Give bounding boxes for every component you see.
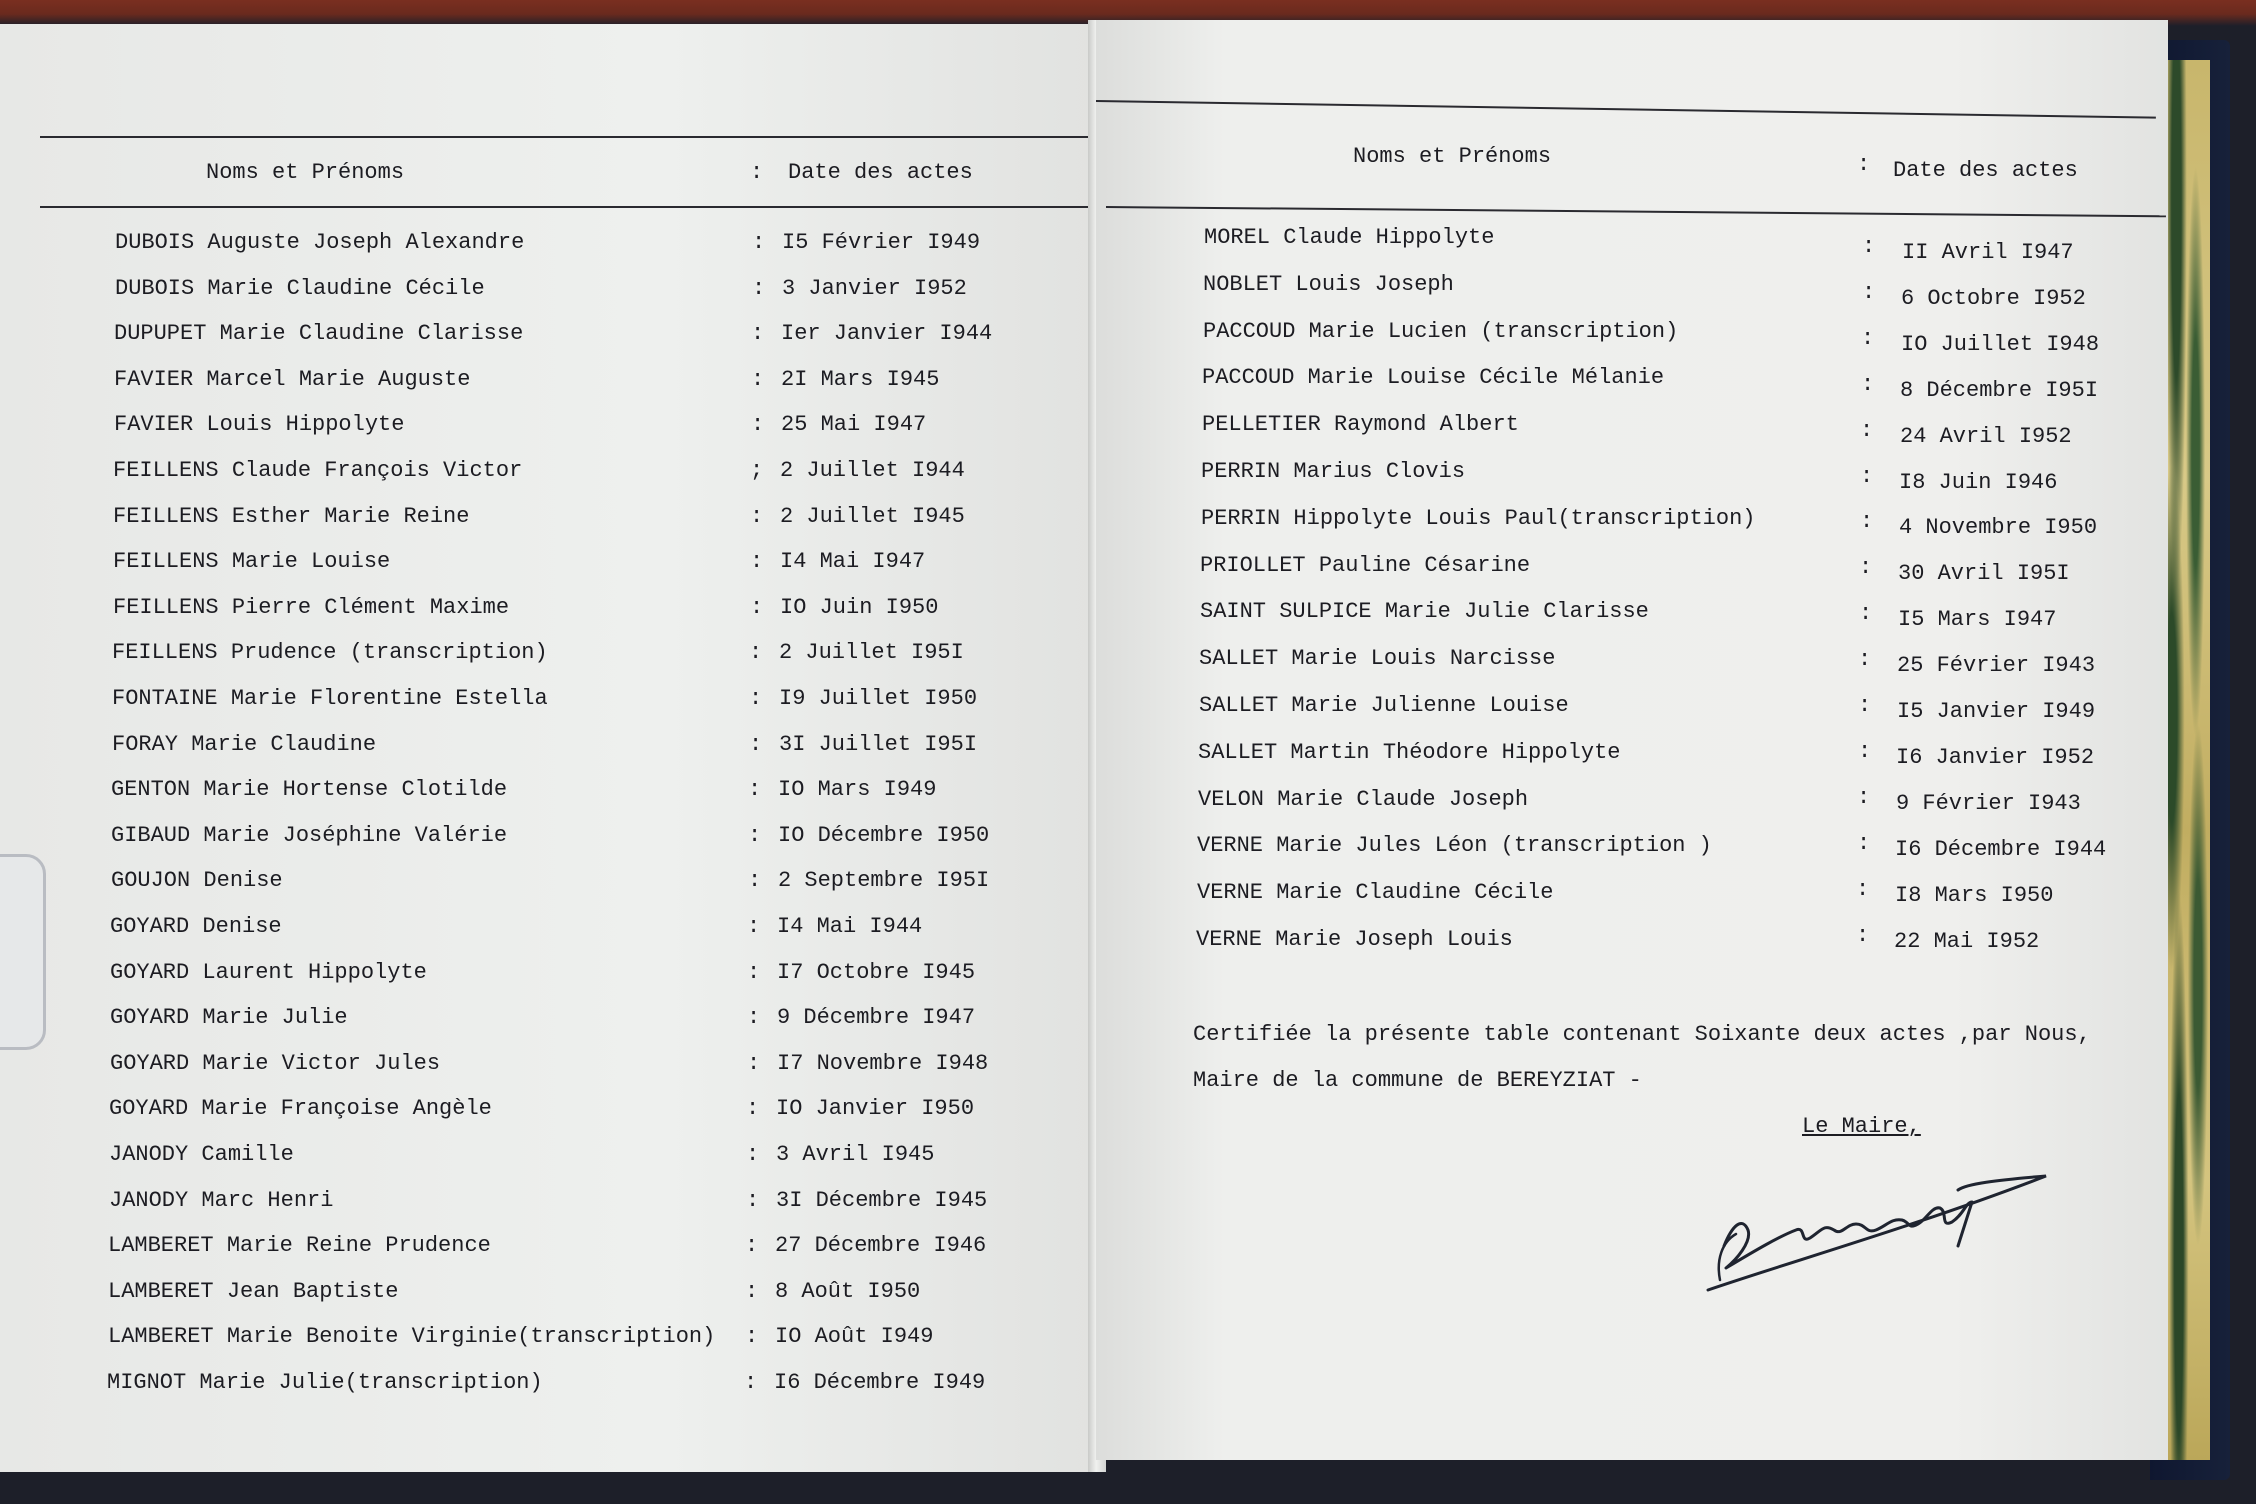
table-row: [0, 1142, 1090, 1172]
table-row: [0, 1279, 1090, 1309]
entry-date: II Avril I947: [1902, 240, 2074, 265]
header-top-rule: [1096, 100, 2156, 119]
entry-colon: :: [748, 777, 762, 803]
entry-colon: :: [745, 1324, 759, 1350]
handwritten-signature-icon: [1696, 1150, 2066, 1300]
entry-name: JANODY Marc Henri: [109, 1187, 334, 1213]
entry-name: FORAY Marie Claudine: [112, 731, 377, 757]
entry-name: VELON Marie Claude Joseph: [1198, 786, 1529, 812]
entry-date: IO Décembre I950: [778, 822, 990, 848]
table-row: [0, 1324, 1090, 1354]
entry-colon: :: [751, 412, 765, 438]
names-header: Noms et Prénoms: [1353, 144, 1552, 169]
entry-colon: :: [1856, 922, 1870, 948]
entry-colon: :: [1860, 509, 1874, 535]
table-row: [0, 823, 1090, 853]
entry-date: 9 Février I943: [1896, 790, 2081, 816]
entry-name: MOREL Claude Hippolyte: [1204, 225, 1495, 250]
entry-name: GENTON Marie Hortense Clotilde: [111, 777, 508, 803]
entry-date: 2 Juillet I945: [780, 503, 965, 529]
entry-date: I4 Mai I944: [777, 914, 923, 939]
right-page: [1096, 20, 2168, 1460]
table-row: [0, 732, 1090, 762]
table-row: [0, 1051, 1090, 1081]
table-row: [0, 914, 1090, 944]
table-row: [0, 412, 1090, 442]
entry-colon: :: [1858, 647, 1872, 673]
entry-name: PRIOLLET Pauline Césarine: [1200, 552, 1531, 578]
entry-date: I5 Février I949: [782, 230, 981, 255]
entry-name: SALLET Martin Théodore Hippolyte: [1198, 739, 1621, 765]
entry-date: 8 Décembre I95I: [1900, 377, 2099, 403]
entry-name: PACCOUD Marie Louise Cécile Mélanie: [1202, 365, 1665, 391]
table-row: [0, 640, 1090, 670]
entry-colon: :: [746, 1142, 760, 1167]
header-colon: :: [750, 160, 764, 185]
entry-date: 2I Mars I945: [781, 366, 940, 392]
table-row: [0, 868, 1090, 898]
entry-name: DUPUPET Marie Claudine Clarisse: [114, 321, 524, 347]
entry-colon: :: [748, 868, 762, 894]
table-row: [0, 595, 1090, 625]
entry-date: 25 Mai I947: [781, 412, 927, 438]
entry-date: 4 Novembre I950: [1899, 515, 2098, 541]
entry-name: SALLET Marie Louis Narcisse: [1199, 646, 1556, 672]
entry-name: GOYARD Marie Françoise Angèle: [109, 1096, 492, 1122]
entry-date: IO Mars I949: [778, 777, 937, 803]
entry-date: 3 Avril I945: [776, 1142, 935, 1167]
entry-date: I7 Octobre I945: [777, 959, 976, 985]
entry-date: 2 Juillet I95I: [779, 640, 964, 666]
entry-name: DUBOIS Marie Claudine Cécile: [115, 275, 485, 301]
entry-name: GIBAUD Marie Joséphine Valérie: [111, 822, 508, 848]
table-row: [0, 1188, 1090, 1218]
entry-colon: :: [1862, 279, 1876, 305]
entry-colon: :: [752, 230, 766, 255]
entry-name: MIGNOT Marie Julie(transcription): [107, 1370, 543, 1395]
table-row: [0, 1005, 1090, 1035]
entry-colon: :: [1859, 555, 1873, 581]
certification-line-1: Certifiée la présente table contenant Soixante deux actes ,par Nous,: [1193, 1022, 2091, 1047]
entry-colon: :: [747, 1050, 761, 1076]
entry-name: GOYARD Marie Victor Jules: [110, 1050, 441, 1076]
entry-date: I7 Novembre I948: [777, 1050, 989, 1076]
entry-name: PELLETIER Raymond Albert: [1202, 412, 1519, 438]
entry-colon: :: [1858, 738, 1872, 764]
entry-colon: :: [1862, 234, 1876, 259]
entry-date: I6 Janvier I952: [1896, 744, 2095, 770]
entry-date: I9 Juillet I950: [779, 686, 978, 711]
entry-date: I4 Mai I947: [780, 549, 926, 575]
entry-colon: :: [744, 1370, 758, 1395]
table-row: [0, 367, 1090, 397]
entry-name: LAMBERET Jean Baptiste: [108, 1278, 399, 1304]
entry-name: DUBOIS Auguste Joseph Alexandre: [115, 230, 525, 255]
entry-name: GOYARD Laurent Hippolyte: [110, 959, 427, 985]
entry-name: FEILLENS Prudence (transcription): [112, 640, 548, 666]
entry-colon: :: [749, 686, 763, 711]
header-bottom-rule: [1106, 206, 2166, 217]
entry-colon: :: [750, 549, 764, 575]
entry-colon: :: [746, 1096, 760, 1122]
entry-name: FAVIER Louis Hippolyte: [114, 412, 405, 438]
entry-name: JANODY Camille: [109, 1142, 294, 1167]
entry-name: FEILLENS Claude François Victor: [113, 458, 523, 483]
table-row: [0, 321, 1090, 351]
table-row: [0, 1233, 1090, 1263]
table-row: [0, 1370, 1090, 1400]
entry-date: 22 Mai I952: [1894, 928, 2040, 954]
entry-date: 24 Avril I952: [1900, 423, 2072, 449]
entry-colon: :: [747, 959, 761, 985]
table-row: [0, 1096, 1090, 1126]
entry-colon: :: [746, 1187, 760, 1213]
entry-colon: :: [745, 1233, 759, 1259]
header-colon: :: [1857, 152, 1871, 177]
entry-date: I5 Mars I947: [1898, 607, 2057, 633]
entry-name: VERNE Marie Jules Léon (transcription ): [1197, 833, 1712, 859]
entry-name: GOYARD Marie Julie: [110, 1005, 348, 1031]
entry-colon: :: [750, 594, 764, 620]
entry-colon: :: [748, 822, 762, 848]
entry-colon: :: [749, 731, 763, 757]
entry-date: 25 Février I943: [1897, 653, 2096, 679]
table-row: [0, 549, 1090, 579]
left-page: [0, 24, 1100, 1472]
entry-date: 3 Janvier I952: [782, 275, 967, 301]
table-row: [0, 276, 1090, 306]
table-row: [0, 777, 1090, 807]
entry-name: FAVIER Marcel Marie Auguste: [114, 366, 471, 392]
entry-colon: :: [1857, 784, 1871, 810]
entry-colon: :: [1860, 463, 1874, 489]
entry-date: 3I Décembre I945: [776, 1187, 988, 1213]
entry-colon: :: [1859, 601, 1873, 627]
entry-name: PERRIN Marius Clovis: [1201, 459, 1466, 484]
header-bottom-rule: [40, 206, 1100, 208]
entry-name: VERNE Marie Joseph Louis: [1196, 927, 1513, 952]
entry-date: I6 Décembre I949: [774, 1370, 986, 1395]
entry-date: 2 Septembre I95I: [778, 868, 990, 894]
marbled-endpaper: [2162, 60, 2210, 1460]
entry-colon: :: [752, 275, 766, 301]
entry-date: IO Janvier I950: [776, 1096, 975, 1122]
entry-name: FEILLENS Marie Louise: [113, 549, 391, 575]
entry-name: FEILLENS Esther Marie Reine: [113, 503, 470, 529]
dates-header: Date des actes: [1893, 158, 2078, 183]
entry-date: 9 Décembre I947: [777, 1005, 976, 1031]
entry-colon: :: [751, 321, 765, 347]
entry-date: IO Août I949: [775, 1324, 934, 1350]
entry-date: 3I Juillet I95I: [779, 731, 978, 757]
entry-date: I6 Décembre I944: [1895, 836, 2107, 862]
entry-name: GOUJON Denise: [111, 868, 283, 894]
entry-date: Ier Janvier I944: [781, 321, 993, 347]
table-row: [0, 458, 1090, 488]
maire-label: Le Maire,: [1802, 1114, 1921, 1139]
entry-date: 6 Octobre I952: [1901, 285, 2086, 311]
certification-line-2: Maire de la commune de BEREYZIAT -: [1193, 1068, 1642, 1093]
entry-colon: :: [1861, 325, 1875, 351]
table-row: [0, 960, 1090, 990]
entry-date: 2 Juillet I944: [780, 458, 965, 483]
entry-name: VERNE Marie Claudine Cécile: [1197, 880, 1554, 906]
entry-colon: :: [747, 1005, 761, 1031]
entry-colon: :: [1858, 693, 1872, 718]
entry-colon: :: [1861, 371, 1875, 397]
entry-colon: :: [1857, 830, 1871, 856]
entry-name: NOBLET Louis Joseph: [1203, 271, 1454, 297]
entry-date: I8 Mars I950: [1895, 882, 2054, 908]
entry-colon: ;: [750, 458, 764, 483]
entry-name: LAMBERET Marie Reine Prudence: [108, 1233, 491, 1259]
entry-colon: :: [751, 366, 765, 392]
entry-date: 30 Avril I95I: [1898, 561, 2070, 587]
entry-colon: :: [747, 914, 761, 939]
entry-colon: :: [749, 640, 763, 666]
entry-name: PERRIN Hippolyte Louis Paul(transcription): [1201, 505, 1756, 531]
table-row: [0, 230, 1090, 260]
entry-name: FONTAINE Marie Florentine Estella: [112, 686, 548, 711]
table-row: [0, 504, 1090, 534]
entry-name: SAINT SULPICE Marie Julie Clarisse: [1200, 599, 1649, 625]
entry-name: SALLET Marie Julienne Louise: [1199, 693, 1569, 718]
names-header: Noms et Prénoms: [206, 160, 405, 185]
entry-date: I8 Juin I946: [1899, 469, 2058, 495]
entry-date: 27 Décembre I946: [775, 1233, 987, 1259]
entry-name: FEILLENS Pierre Clément Maxime: [113, 594, 510, 620]
dates-header: Date des actes: [788, 160, 973, 185]
entry-colon: :: [1856, 876, 1870, 902]
entry-date: 8 Août I950: [775, 1278, 921, 1304]
header-top-rule: [40, 136, 1100, 138]
entry-name: GOYARD Denise: [110, 914, 282, 939]
entry-name: PACCOUD Marie Lucien (transcription): [1203, 318, 1679, 344]
entry-date: I5 Janvier I949: [1897, 699, 2096, 724]
entry-colon: :: [750, 503, 764, 529]
table-row: [0, 686, 1090, 716]
entry-colon: :: [745, 1278, 759, 1304]
entry-date: IO Juillet I948: [1901, 331, 2100, 357]
entry-date: IO Juin I950: [780, 594, 939, 620]
entry-name: LAMBERET Marie Benoite Virginie(transcription): [108, 1324, 716, 1350]
entry-colon: :: [1860, 417, 1874, 443]
